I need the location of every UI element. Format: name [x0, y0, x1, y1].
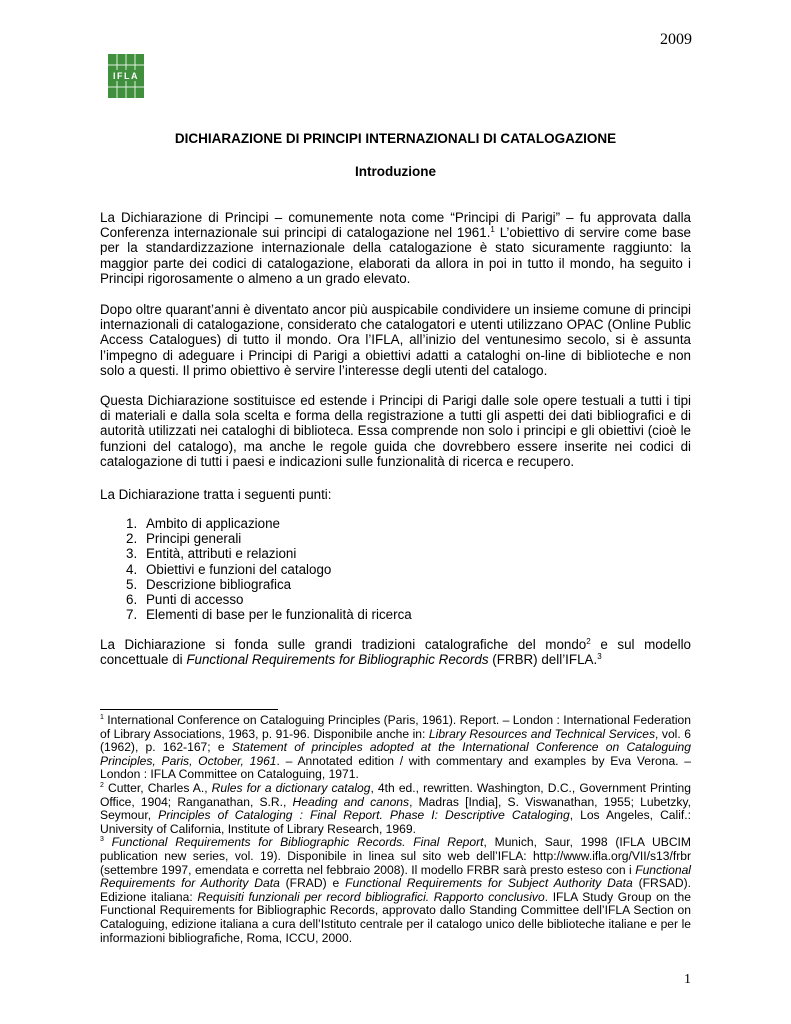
list-item-number: 5.	[126, 576, 138, 592]
footnote-1-italic: Library Resources and Technical Services	[428, 726, 656, 741]
footnote-2-italic: Rules for a dictionary catalog	[211, 780, 371, 795]
footnote-2-text: Cutter, Charles A.,	[103, 780, 212, 795]
header-year: 2009	[660, 31, 692, 48]
list-item-label: Obiettivi e funzioni del catalogo	[146, 561, 332, 577]
footnote-2-number: 2	[100, 781, 104, 789]
list-item-label: Descrizione bibliografica	[146, 576, 292, 592]
list-item-number: 6.	[126, 592, 138, 608]
footnotes	[100, 714, 691, 945]
footnote-3-number: 3	[100, 836, 104, 844]
footnote-2-text: , 4th ed., rewritten. Washington, D.C., Government Printing Office, 1904; Ranganathan, S.R.,	[100, 780, 691, 809]
list-item-number: 7.	[126, 607, 138, 623]
ifla-logo	[108, 54, 144, 98]
footnote-3-text: (FRAD) e	[279, 876, 346, 891]
p1-text-b: L’obiettivo di servire come base per la standardizzazione internazionale della catalogazione è stato sicuramente raggiunto: la maggior parte dei codici di catalogazione, elaborati da allora in poi in tutto il mondo, ha seguito i Principi rigorosamente o almeno a un grado elevato.	[100, 225, 691, 286]
footnote-2-italic: Heading and canons	[292, 794, 410, 809]
footnote-2-text: , Madras [India], S. Viswanathan, 1955; Lubetzky, Seymour,	[100, 794, 691, 823]
paragraph-5	[100, 637, 691, 667]
p5-text-c: (FRBR) dell’IFLA.	[488, 652, 598, 668]
list-item-label: Elementi di base per le funzionalità di ricerca	[146, 607, 412, 623]
footnote-2-text: , Los Angeles, Calif.: University of California, Institute of Library Research, 1969.	[100, 808, 691, 836]
section-heading: Introduzione	[355, 164, 436, 179]
footnote-2	[100, 782, 691, 836]
footnote-3-text: (FRSAD). Edizione italiana:	[100, 876, 691, 904]
list-item	[126, 607, 412, 622]
footnote-separator	[100, 709, 278, 710]
list-item-label: Entità, attributi e relazioni	[146, 546, 297, 562]
paragraph-3	[100, 393, 691, 469]
footnote-3-text: . IFLA Study Group on the Functional Requirements for Bibliographic Records, approvato dallo Standing Committee dell’IFLA Section on Cataloguing, edizione italiana a cura dell’Istituto centrale per il catalogo unico delle biblioteche italiane e per le informazioni bibliografiche, Roma, ICCU, 2000.	[100, 889, 691, 945]
footnote-3-italic: Functional Requirements for Bibliographic Records. Final Report	[103, 835, 484, 850]
footnote-1-text: , vol. 6 (1962), p. 162-167; e	[100, 726, 691, 755]
ifla-logo-text: IFLA	[113, 71, 139, 81]
list-item	[126, 546, 412, 561]
footnote-1-text: . – Annotated edition / with commentary and examples by Eva Verona. – London : IFLA Committee on Cataloguing, 1971.	[100, 753, 691, 782]
footnote-2-italic: Principles of Cataloging : Final Report. Phase I: Descriptive Cataloging	[158, 808, 570, 823]
document-title: DICHIARAZIONE DI PRINCIPI INTERNAZIONALI DI CATALOGAZIONE	[174, 131, 617, 146]
list-item-label: Punti di accesso	[146, 592, 244, 608]
footnote-ref-1[interactable]: 1	[490, 225, 495, 235]
list-item	[126, 592, 412, 607]
list-item	[126, 516, 412, 531]
footnote-3	[100, 836, 691, 945]
footnote-ref-2[interactable]: 2	[586, 637, 591, 646]
footnote-1	[100, 714, 691, 782]
paragraph-2	[100, 302, 691, 378]
p5-italic-frbr: Functional Requirements for Bibliographic Records	[186, 652, 489, 668]
page-number: 1	[684, 972, 691, 987]
list-item-number: 4.	[126, 561, 138, 577]
footnote-1-text: International Conference on Cataloguing Principles (Paris, 1961). Report. – London : International Federation of Library Associations, 1963, p. 91-96. Disponibile anche in:	[100, 713, 691, 741]
p2-text: Dopo oltre quarant’anni è diventato ancor più auspicabile condividere un insieme comune di principi internazionali di catalogazione, considerato che catalogatori e utenti utilizzano OPAC (Online Public Access Catalogues) di tutto il mondo. Ora l’IFLA, all’inizio del ventunesimo secolo, si è assunta l’impegno di adeguare i Principi di Parigi a obiettivi adatti a cataloghi on-line di biblioteche e non solo a questi. Il primo obiettivo è servire l’interesse degli utenti del catalogo.	[100, 302, 691, 378]
p4-text: La Dichiarazione tratta i seguenti punti:	[100, 487, 332, 502]
footnote-ref-3[interactable]: 3	[597, 652, 602, 662]
footnote-3-text: , Munich, Saur, 1998 (IFLA UBCIM publication new series, vol. 19). Disponibile in linea sul sito web dell’IFLA: http://www.ifla.org/VII/s13/frbr (settembre 1997, emendata e corretta nel febbraio 2008). Il modello FRBR sarà presto esteso con i	[100, 835, 691, 877]
p3-text: Questa Dichiarazione sostituisce ed estende i Principi di Parigi dalle sole opere testuali a tutti i tipi di materiali e dalla sola scelta e forma della registrazione a tutti gli aspetti dei dati bibliografici e di autorità utilizzati nei cataloghi di biblioteca. Essa comprende non solo i principi e gli obiettivi (cioè le funzioni del catalogo), ma anche le regole guida che dovrebbero essere inserite nei codici di catalogazione di tutti i paesi e indicazioni sulle funzionalità di ricerca e recupero.	[100, 393, 691, 469]
list-item-number: 2.	[126, 531, 138, 547]
p1-text-a: La Dichiarazione di Principi – comunemente nota come “Principi di Parigi” – fu approvata dalla Conferenza internazionale sui principi di catalogazione nel 1961.	[100, 210, 691, 241]
list-item-label: Ambito di applicazione	[146, 516, 280, 531]
p5-text-a: La Dichiarazione si fonda sulle grandi tradizioni catalografiche del mondo	[100, 637, 587, 652]
paragraph-4	[100, 487, 691, 502]
p5-text-b: e sul modello concettuale di	[100, 637, 691, 668]
footnote-3-italic: Requisiti funzionali per record bibliografici. Rapporto conclusivo	[197, 889, 545, 904]
footnote-1-number: 1	[100, 714, 104, 721]
topics-list	[126, 516, 412, 622]
list-item	[126, 577, 412, 592]
list-item	[126, 531, 412, 546]
list-item-number: 1.	[126, 516, 138, 531]
list-item	[126, 562, 412, 577]
footnote-3-italic: Functional Requirements for Authority Data	[100, 862, 691, 891]
list-item-label: Principi generali	[146, 531, 242, 547]
list-item-number: 3.	[126, 546, 138, 562]
footnote-1-italic: Statement of principles adopted at the International Conference on Cataloguing Principles, Paris, October, 1961	[100, 740, 691, 768]
paragraph-1	[100, 210, 691, 286]
footnote-3-italic: Functional Requirements for Subject Authority Data	[345, 876, 633, 891]
